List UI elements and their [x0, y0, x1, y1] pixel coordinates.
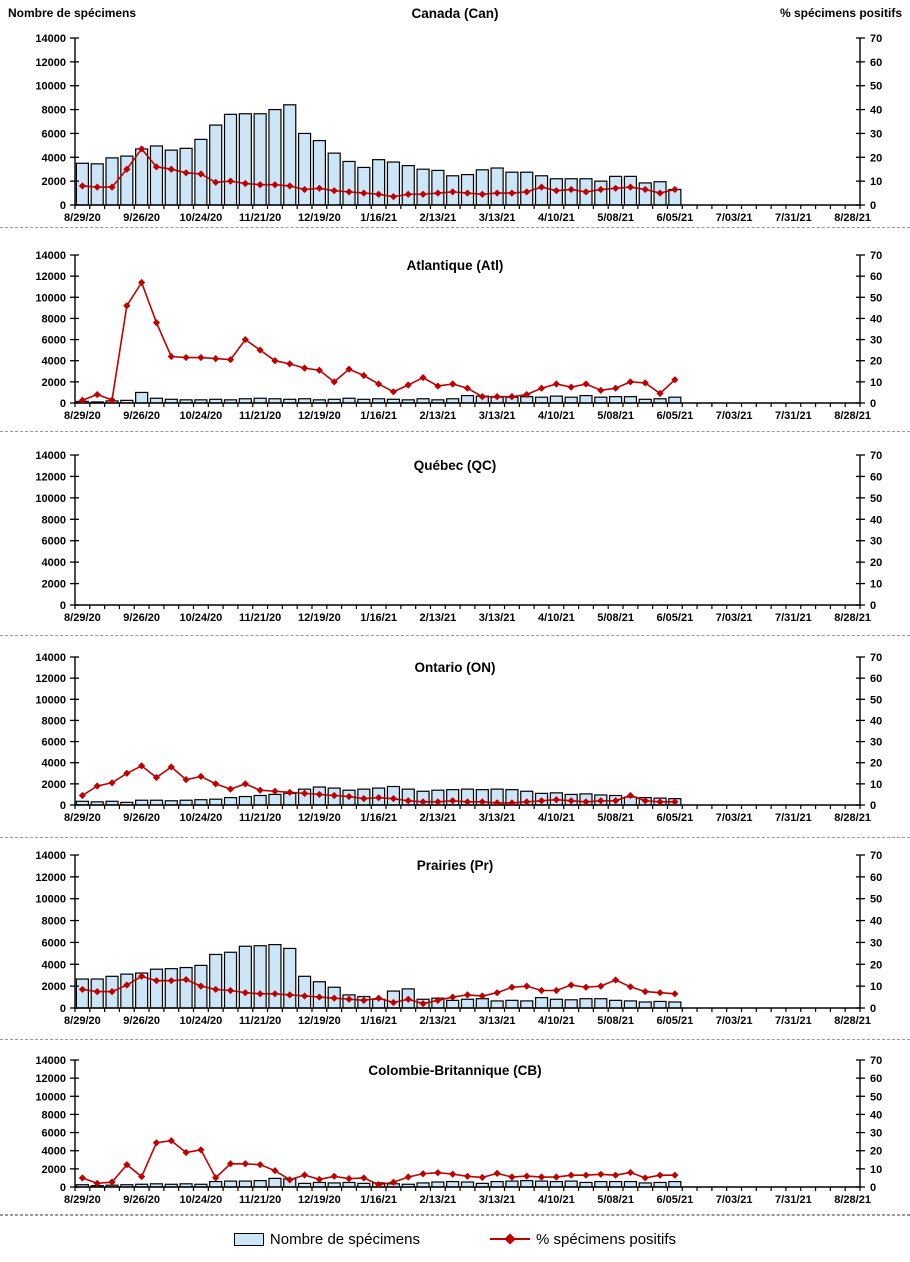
svg-text:6000: 6000	[41, 128, 66, 141]
chart-prairies	[0, 838, 910, 1040]
svg-text:11/21/20: 11/21/20	[239, 1194, 282, 1206]
svg-text:6000: 6000	[41, 1127, 66, 1140]
svg-text:6000: 6000	[41, 937, 66, 950]
svg-text:14000: 14000	[35, 33, 66, 45]
svg-text:3/13/21: 3/13/21	[478, 410, 516, 422]
svg-text:12000: 12000	[35, 56, 66, 69]
svg-text:12000: 12000	[35, 673, 66, 686]
svg-text:20: 20	[870, 355, 883, 368]
svg-text:8000: 8000	[41, 104, 66, 117]
svg-text:2/13/21: 2/13/21	[419, 812, 457, 824]
svg-text:60: 60	[870, 56, 883, 69]
svg-text:12/19/20: 12/19/20	[297, 212, 341, 224]
chart-canvas-canada	[0, 0, 910, 228]
svg-text:10/24/20: 10/24/20	[179, 1194, 223, 1206]
svg-text:20: 20	[870, 152, 883, 165]
svg-text:4/10/21: 4/10/21	[538, 612, 575, 624]
svg-text:4000: 4000	[41, 959, 66, 972]
svg-text:8/29/20: 8/29/20	[64, 812, 101, 824]
svg-text:4000: 4000	[41, 355, 66, 368]
svg-text:4/10/21: 4/10/21	[538, 812, 575, 824]
svg-text:8/28/21: 8/28/21	[834, 612, 871, 624]
svg-text:50: 50	[870, 1091, 883, 1104]
bar-swatch-icon	[234, 1233, 264, 1246]
svg-text:0: 0	[870, 1003, 877, 1015]
chart-quebec	[0, 432, 910, 636]
svg-text:6/05/21: 6/05/21	[656, 1194, 694, 1206]
svg-text:2/13/21: 2/13/21	[419, 410, 457, 422]
svg-text:2/13/21: 2/13/21	[419, 1194, 457, 1206]
svg-text:14000: 14000	[35, 250, 66, 262]
svg-text:12000: 12000	[35, 1073, 66, 1086]
svg-text:1/16/21: 1/16/21	[360, 612, 397, 624]
svg-text:0: 0	[870, 1182, 877, 1194]
svg-text:30: 30	[870, 937, 883, 950]
svg-text:30: 30	[870, 1127, 883, 1140]
svg-text:0: 0	[59, 1003, 66, 1015]
svg-text:6000: 6000	[41, 334, 66, 347]
svg-text:7/03/21: 7/03/21	[715, 410, 753, 422]
svg-text:70: 70	[870, 250, 883, 262]
svg-text:60: 60	[870, 271, 883, 284]
line-diamond-icon	[490, 1232, 530, 1246]
svg-text:10000: 10000	[35, 292, 66, 305]
svg-text:10: 10	[870, 1163, 883, 1176]
svg-text:7/31/21: 7/31/21	[774, 410, 812, 422]
svg-text:8/28/21: 8/28/21	[834, 812, 871, 824]
svg-text:2000: 2000	[41, 578, 66, 591]
svg-text:5/08/21: 5/08/21	[597, 612, 634, 624]
svg-text:10: 10	[870, 981, 883, 994]
svg-text:6/05/21: 6/05/21	[656, 1015, 694, 1027]
svg-text:8/29/20: 8/29/20	[64, 410, 101, 422]
svg-text:9/26/20: 9/26/20	[123, 612, 161, 624]
svg-text:3/13/21: 3/13/21	[478, 1194, 516, 1206]
svg-text:2000: 2000	[41, 376, 66, 389]
svg-text:0: 0	[870, 600, 877, 612]
svg-text:12000: 12000	[35, 871, 66, 884]
svg-text:10000: 10000	[35, 80, 66, 93]
svg-text:20: 20	[870, 757, 883, 770]
chart-title-colombie-britannique: Colombie-Britannique (CB)	[368, 1063, 542, 1078]
svg-text:60: 60	[870, 1073, 883, 1086]
legend	[0, 1215, 910, 1262]
svg-text:40: 40	[870, 715, 883, 728]
svg-text:60: 60	[870, 471, 883, 484]
svg-text:3/13/21: 3/13/21	[478, 812, 516, 824]
svg-text:12/19/20: 12/19/20	[297, 1194, 341, 1206]
svg-text:12/19/20: 12/19/20	[297, 410, 341, 422]
svg-text:8/29/20: 8/29/20	[64, 1194, 101, 1206]
svg-text:40: 40	[870, 313, 883, 326]
svg-text:2000: 2000	[41, 981, 66, 994]
svg-text:7/31/21: 7/31/21	[774, 1194, 812, 1206]
svg-text:14000: 14000	[35, 1055, 66, 1067]
svg-text:12000: 12000	[35, 471, 66, 484]
svg-text:14000: 14000	[35, 450, 66, 462]
svg-text:8/29/20: 8/29/20	[64, 612, 101, 624]
svg-text:10/24/20: 10/24/20	[179, 1015, 223, 1027]
svg-text:50: 50	[870, 893, 883, 906]
legend-line-label: % spécimens positifs	[536, 1230, 677, 1248]
svg-text:8/29/20: 8/29/20	[64, 1015, 101, 1027]
svg-text:4000: 4000	[41, 1145, 66, 1158]
chart-ontario	[0, 636, 910, 838]
svg-text:1/16/21: 1/16/21	[360, 812, 397, 824]
svg-text:7/03/21: 7/03/21	[715, 1194, 753, 1206]
svg-text:2000: 2000	[41, 176, 66, 189]
svg-text:14000: 14000	[35, 850, 66, 862]
chart-title-quebec: Québec (QC)	[413, 458, 497, 473]
svg-text:6000: 6000	[41, 736, 66, 749]
svg-text:7/03/21: 7/03/21	[715, 212, 753, 224]
svg-text:40: 40	[870, 514, 883, 527]
chart-colombie-britannique	[0, 1040, 910, 1215]
legend-bars-label: Nombre de spécimens	[269, 1230, 420, 1248]
chart-title-atlantique: Atlantique (Atl)	[406, 258, 504, 273]
svg-text:4/10/21: 4/10/21	[538, 410, 575, 422]
svg-text:5/08/21: 5/08/21	[597, 1015, 634, 1027]
svg-text:0: 0	[870, 800, 877, 812]
svg-text:8/28/21: 8/28/21	[834, 410, 871, 422]
svg-text:7/31/21: 7/31/21	[774, 812, 812, 824]
svg-text:40: 40	[870, 915, 883, 928]
svg-text:20: 20	[870, 557, 883, 570]
svg-text:4000: 4000	[41, 757, 66, 770]
svg-text:40: 40	[870, 1109, 883, 1122]
svg-text:0: 0	[59, 1182, 66, 1194]
svg-text:11/21/20: 11/21/20	[239, 812, 282, 824]
svg-text:9/26/20: 9/26/20	[123, 1015, 161, 1027]
svg-text:3/13/21: 3/13/21	[478, 612, 516, 624]
svg-text:9/26/20: 9/26/20	[123, 212, 161, 224]
svg-text:0: 0	[59, 600, 66, 612]
svg-text:6/05/21: 6/05/21	[656, 812, 694, 824]
svg-text:7/31/21: 7/31/21	[774, 1015, 812, 1027]
svg-text:30: 30	[870, 535, 883, 548]
svg-text:8000: 8000	[41, 514, 66, 527]
svg-text:10000: 10000	[35, 694, 66, 707]
svg-text:6/05/21: 6/05/21	[656, 212, 694, 224]
svg-text:30: 30	[870, 334, 883, 347]
svg-text:5/08/21: 5/08/21	[597, 410, 634, 422]
svg-text:6000: 6000	[41, 535, 66, 548]
svg-text:8000: 8000	[41, 313, 66, 326]
svg-text:9/26/20: 9/26/20	[123, 410, 161, 422]
svg-text:0: 0	[59, 200, 66, 212]
right-axis-title: % spécimens positifs	[779, 6, 902, 20]
svg-text:1/16/21: 1/16/21	[360, 212, 397, 224]
svg-text:12/19/20: 12/19/20	[297, 1015, 341, 1027]
svg-text:9/26/20: 9/26/20	[123, 812, 161, 824]
svg-text:12/19/20: 12/19/20	[297, 812, 341, 824]
svg-text:0: 0	[870, 200, 877, 212]
legend-item-positivity	[490, 1231, 676, 1248]
svg-text:1/16/21: 1/16/21	[360, 1194, 397, 1206]
svg-text:7/31/21: 7/31/21	[774, 612, 812, 624]
svg-text:50: 50	[870, 492, 883, 505]
svg-text:60: 60	[870, 871, 883, 884]
svg-text:20: 20	[870, 1145, 883, 1158]
svg-text:11/21/20: 11/21/20	[239, 1015, 282, 1027]
svg-text:12/19/20: 12/19/20	[297, 612, 341, 624]
svg-text:10000: 10000	[35, 492, 66, 505]
legend-item-specimens	[234, 1231, 420, 1248]
svg-text:2/13/21: 2/13/21	[419, 212, 457, 224]
svg-text:70: 70	[870, 850, 883, 862]
svg-text:12000: 12000	[35, 271, 66, 284]
svg-text:0: 0	[59, 800, 66, 812]
svg-text:2/13/21: 2/13/21	[419, 1015, 457, 1027]
svg-text:70: 70	[870, 33, 883, 45]
svg-text:10/24/20: 10/24/20	[179, 410, 223, 422]
svg-text:8/28/21: 8/28/21	[834, 1194, 871, 1206]
svg-text:5/08/21: 5/08/21	[597, 212, 634, 224]
svg-text:2/13/21: 2/13/21	[419, 612, 457, 624]
svg-text:14000: 14000	[35, 652, 66, 664]
svg-text:7/31/21: 7/31/21	[774, 212, 812, 224]
svg-text:4000: 4000	[41, 557, 66, 570]
svg-text:6/05/21: 6/05/21	[656, 612, 694, 624]
svg-text:5/08/21: 5/08/21	[597, 812, 634, 824]
svg-text:0: 0	[59, 398, 66, 410]
svg-text:40: 40	[870, 104, 883, 117]
svg-text:4/10/21: 4/10/21	[538, 212, 575, 224]
svg-text:10000: 10000	[35, 893, 66, 906]
svg-text:9/26/20: 9/26/20	[123, 1194, 161, 1206]
svg-text:8000: 8000	[41, 715, 66, 728]
svg-text:11/21/20: 11/21/20	[239, 612, 282, 624]
chart-title-ontario: Ontario (ON)	[414, 660, 496, 675]
svg-text:4/10/21: 4/10/21	[538, 1194, 575, 1206]
svg-text:70: 70	[870, 450, 883, 462]
svg-text:70: 70	[870, 1055, 883, 1067]
svg-text:8/28/21: 8/28/21	[834, 212, 871, 224]
svg-text:50: 50	[870, 694, 883, 707]
svg-text:3/13/21: 3/13/21	[478, 1015, 516, 1027]
svg-text:10: 10	[870, 376, 883, 389]
svg-text:10000: 10000	[35, 1091, 66, 1104]
svg-text:4000: 4000	[41, 152, 66, 165]
svg-text:10/24/20: 10/24/20	[179, 212, 223, 224]
svg-text:50: 50	[870, 80, 883, 93]
svg-text:8000: 8000	[41, 915, 66, 928]
svg-text:7/03/21: 7/03/21	[715, 612, 753, 624]
svg-text:7/03/21: 7/03/21	[715, 812, 753, 824]
svg-text:50: 50	[870, 292, 883, 305]
svg-text:30: 30	[870, 736, 883, 749]
svg-text:2000: 2000	[41, 778, 66, 791]
svg-text:7/03/21: 7/03/21	[715, 1015, 753, 1027]
chart-title-canada: Canada (Can)	[411, 6, 499, 21]
svg-text:10: 10	[870, 578, 883, 591]
left-axis-title: Nombre de spécimens	[8, 6, 137, 20]
svg-text:1/16/21: 1/16/21	[360, 1015, 397, 1027]
svg-text:11/21/20: 11/21/20	[239, 410, 282, 422]
svg-text:70: 70	[870, 652, 883, 664]
svg-text:60: 60	[870, 673, 883, 686]
svg-text:5/08/21: 5/08/21	[597, 1194, 634, 1206]
svg-text:3/13/21: 3/13/21	[478, 212, 516, 224]
svg-text:11/21/20: 11/21/20	[239, 212, 282, 224]
svg-text:10: 10	[870, 778, 883, 791]
chart-canada	[0, 0, 910, 228]
svg-text:10/24/20: 10/24/20	[179, 612, 223, 624]
svg-text:30: 30	[870, 128, 883, 141]
svg-text:2000: 2000	[41, 1163, 66, 1176]
svg-text:0: 0	[870, 398, 877, 410]
svg-text:1/16/21: 1/16/21	[360, 410, 397, 422]
svg-text:10: 10	[870, 176, 883, 189]
svg-text:20: 20	[870, 959, 883, 972]
chart-atlantique	[0, 228, 910, 432]
svg-text:10/24/20: 10/24/20	[179, 812, 223, 824]
svg-text:8/28/21: 8/28/21	[834, 1015, 871, 1027]
svg-text:8000: 8000	[41, 1109, 66, 1122]
svg-text:4/10/21: 4/10/21	[538, 1015, 575, 1027]
chart-title-prairies: Prairies (Pr)	[416, 858, 494, 873]
svg-text:6/05/21: 6/05/21	[656, 410, 694, 422]
svg-text:8/29/20: 8/29/20	[64, 212, 101, 224]
